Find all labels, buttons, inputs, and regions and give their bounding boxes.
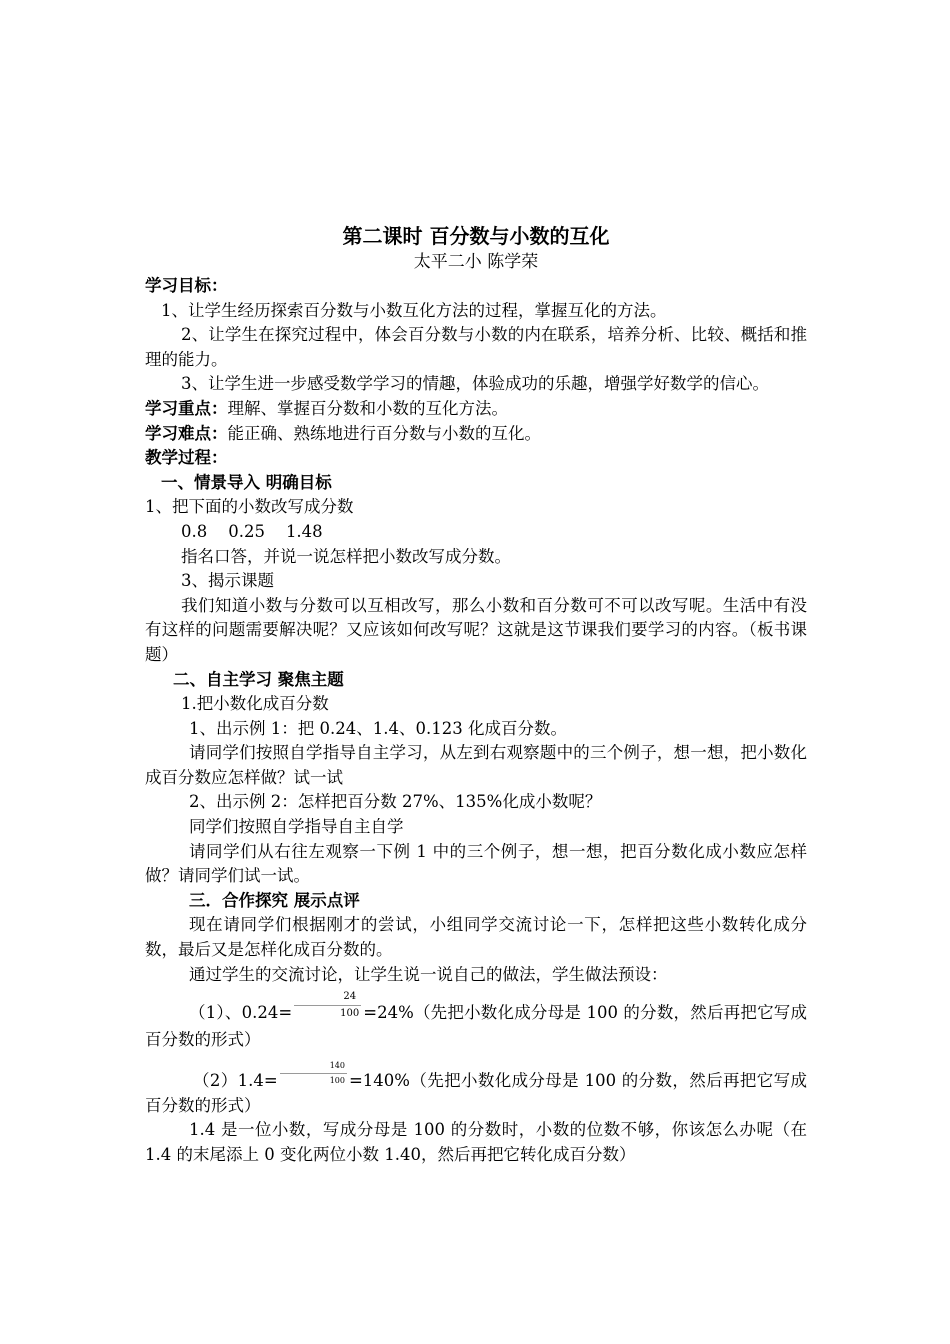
section1-line2: 指名口答，并说一说怎样把小数改写成分数。 (181, 546, 511, 566)
equation-2 (145, 1060, 807, 1119)
equation-2-suffix: =140%（先把小数化成分母是 100 的分数，然后再把它写成百分数的形式） (145, 1070, 807, 1115)
section2-line2: 1、出示例 1：把 0.24、1.4、0.123 化成百分数。 (189, 718, 567, 738)
difficulty-text: 能正确、熟练地进行百分数与小数的互化。 (227, 423, 541, 443)
section3-line1: 现在请同学们根据刚才的尝试，小组同学交流讨论一下，怎样把这些小数转化成分数，最后又是怎样化成百分数的。 (145, 915, 807, 960)
fraction-numerator: 24 (343, 991, 357, 1003)
goal-item-1: 1、让学生经历探索百分数与小数互化方法的过程，掌握互化的方法。 (161, 300, 667, 320)
author-line: 太平二小 陈学荣 (413, 252, 539, 272)
section1-line4: 我们知道小数与分数可以互相改写，那么小数和百分数可不可以改写呢。生活中有没有这样的问题需要解决呢？又应该如何改写呢？这就是这节课我们要学习的内容。（板书课题） (145, 595, 807, 664)
document-page (145, 222, 807, 1168)
difficulty-label: 学习难点： (145, 423, 228, 443)
process-heading: 教学过程： (145, 448, 228, 468)
equation-2-prefix: （2）1.4= (193, 1070, 278, 1090)
difficulty (145, 422, 807, 447)
equation-1-prefix: （1）、0.24= (189, 1003, 293, 1023)
key-point-text: 理解、掌握百分数和小数的互化方法。 (227, 398, 508, 418)
goals-heading: 学习目标： (145, 276, 228, 295)
section2-line6: 请同学们从右往左观察一下例 1 中的三个例子，想一想，把百分数化成小数应怎样做？请同学们试一试。 (145, 841, 807, 886)
section3-line2: 通过学生的交流讨论，让学生说一说自己的做法，学生做法预设： (189, 964, 668, 984)
key-point-label: 学习重点： (145, 398, 228, 418)
section2-heading: 二、自主学习 聚焦主题 (173, 669, 344, 689)
goal-item-3: 3、让学生进一步感受数学学习的情趣，体验成功的乐趣，增强学好数学的信心。 (181, 374, 769, 394)
section2-line3: 请同学们按照自学指导自主学习，从左到右观察题中的三个例子，想一想，把小数化成百分数应怎样做？试一试 (145, 743, 807, 787)
section1-numbers: 0.8 0.25 1.48 (181, 521, 323, 541)
equation-1 (145, 991, 808, 1053)
key-point (145, 397, 807, 422)
equation-1-suffix: =24%（先把小数化成分母是 100 的分数，然后再把它写成百分数的形式） (145, 1003, 808, 1050)
section2-line1: 1.把小数化成百分数 (181, 694, 329, 714)
fraction-denominator: 100 (294, 1005, 361, 1020)
section1-line1: 1、把下面的小数改写成分数 (145, 497, 354, 517)
section2-line4: 2、出示例 2：怎样把百分数 27%、135%化成小数呢？ (189, 792, 602, 812)
goal-item-2: 2、让学生在探究过程中，体会百分数与小数的内在联系，培养分析、比较、概括和推理的能力。 (145, 325, 807, 369)
section3-heading: 三．合作探究 展示点评 (189, 890, 360, 910)
section1-heading: 一、情景导入 明确目标 (161, 472, 332, 492)
fraction-denominator: 100 (280, 1073, 347, 1086)
fraction-24-100 (294, 991, 361, 1020)
section2-line5: 同学们按照自学指导自主自学 (189, 817, 404, 837)
section3-line3: 1.4 是一位小数，写成分母是 100 的分数时，小数的位数不够，你该怎么办呢（在 1.4 的末尾添上 0 变化两位小数 1.40，然后再把它转化成百分数） (145, 1120, 807, 1164)
lesson-title: 第二课时 百分数与小数的互化 (342, 224, 610, 248)
section1-line3: 3、揭示课题 (181, 571, 274, 591)
fraction-numerator: 140 (329, 1060, 345, 1070)
fraction-140-100 (280, 1061, 347, 1086)
